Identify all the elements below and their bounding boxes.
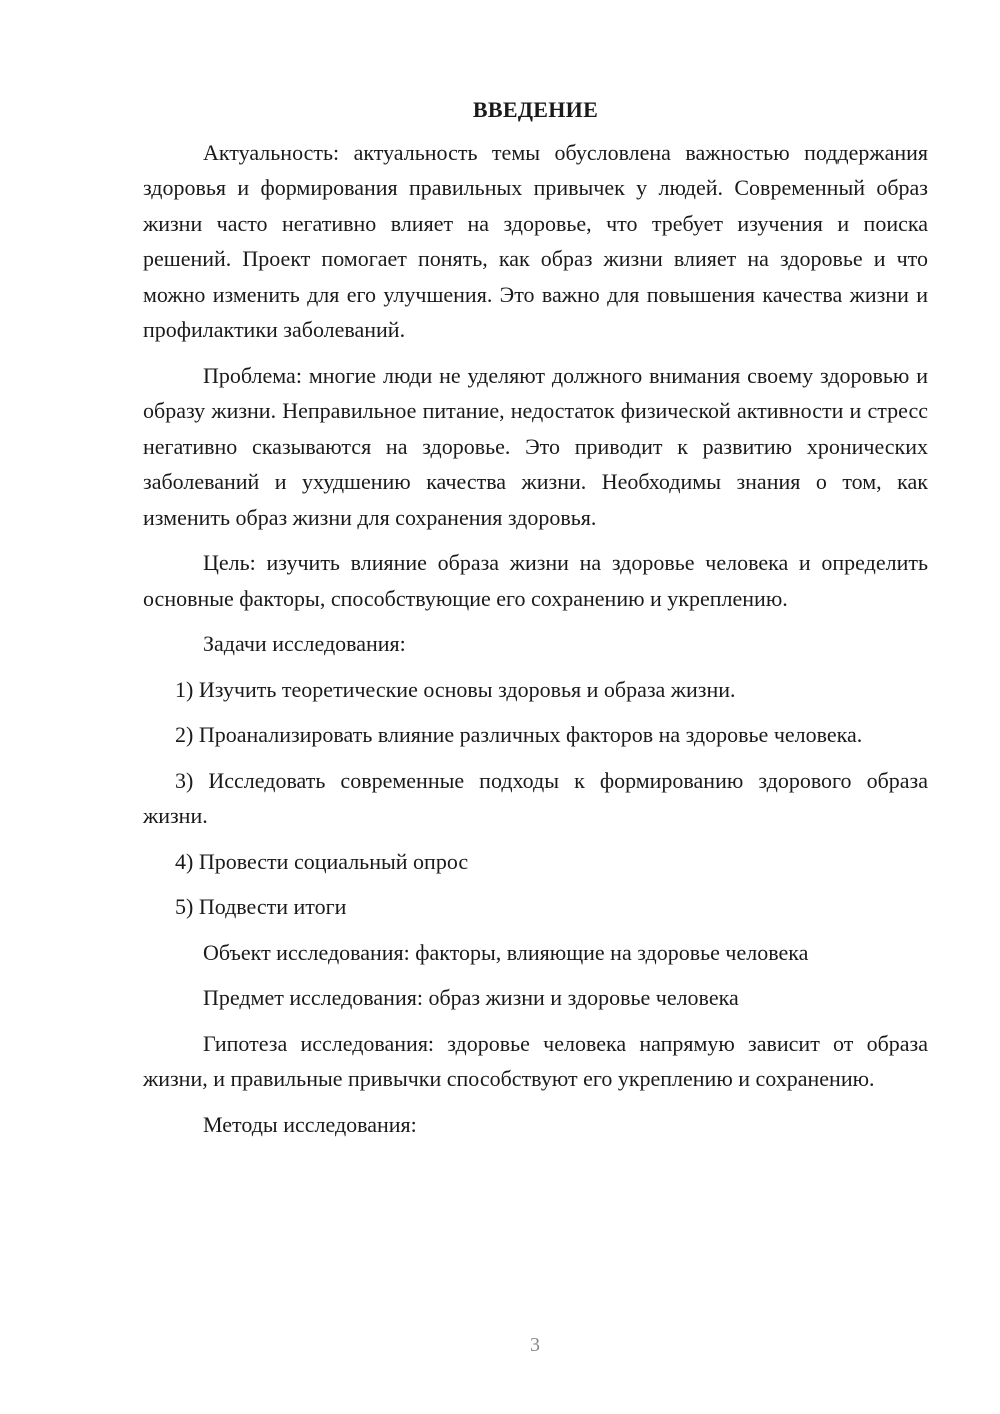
task-item-2: 2) Проанализировать влияние различных факторов на здоровье человека. [175, 722, 863, 747]
tasks-heading: Задачи исследования: [203, 631, 406, 656]
task-item-4: 4) Провести социальный опрос [175, 848, 469, 874]
task-item-5: 5) Подвести итоги [175, 894, 347, 919]
subject-paragraph: Предмет исследования: образ жизни и здоровье человека [203, 985, 739, 1010]
hypothesis-paragraph: Гипотеза исследования: здоровье человека напрямую зависит от образа жизни, и правильные привычки способствуют его укреплению и сохранению. [143, 1030, 928, 1091]
object-paragraph: Объект исследования: факторы, влияющие на здоровье человека [203, 939, 809, 965]
task-item-3: 3) Исследовать современные подходы к формированию здорового образа жизни. [143, 767, 928, 828]
page-title: ВВЕДЕНИЕ [472, 97, 599, 122]
relevance-paragraph: Актуальность: актуальность темы обусловлена важностью поддержания здоровья и формирования правильных привычек у людей. Современный образ жизни часто негативно влияет на здоровье, что требует изучения и поиска решений. Проект помогает понять, как образ жизни влияет на здоровье и что можно изменить для его улучшения. Это важно для повышения качества жизни и профилактики заболеваний. [143, 139, 928, 342]
methods-heading: Методы исследования: [203, 1111, 417, 1137]
task-item-1: 1) Изучить теоретические основы здоровья и образа жизни. [175, 676, 736, 702]
goal-paragraph: Цель: изучить влияние образа жизни на здоровье человека и определить основные факторы, способствующие его сохранению и укреплению. [143, 550, 928, 611]
problem-paragraph: Проблема: многие люди не уделяют должного внимания своему здоровью и образу жизни. Неправильное питание, недостаток физической активности и стресс негативно сказываются на здоровье. Это приводит к развитию хронических заболеваний и ухудшению качества жизни. Необходимы знания о том, как изменить образ жизни для сохранения здоровья. [143, 362, 928, 530]
page-number: 3 [530, 1334, 540, 1356]
document-page [143, 92, 928, 1152]
